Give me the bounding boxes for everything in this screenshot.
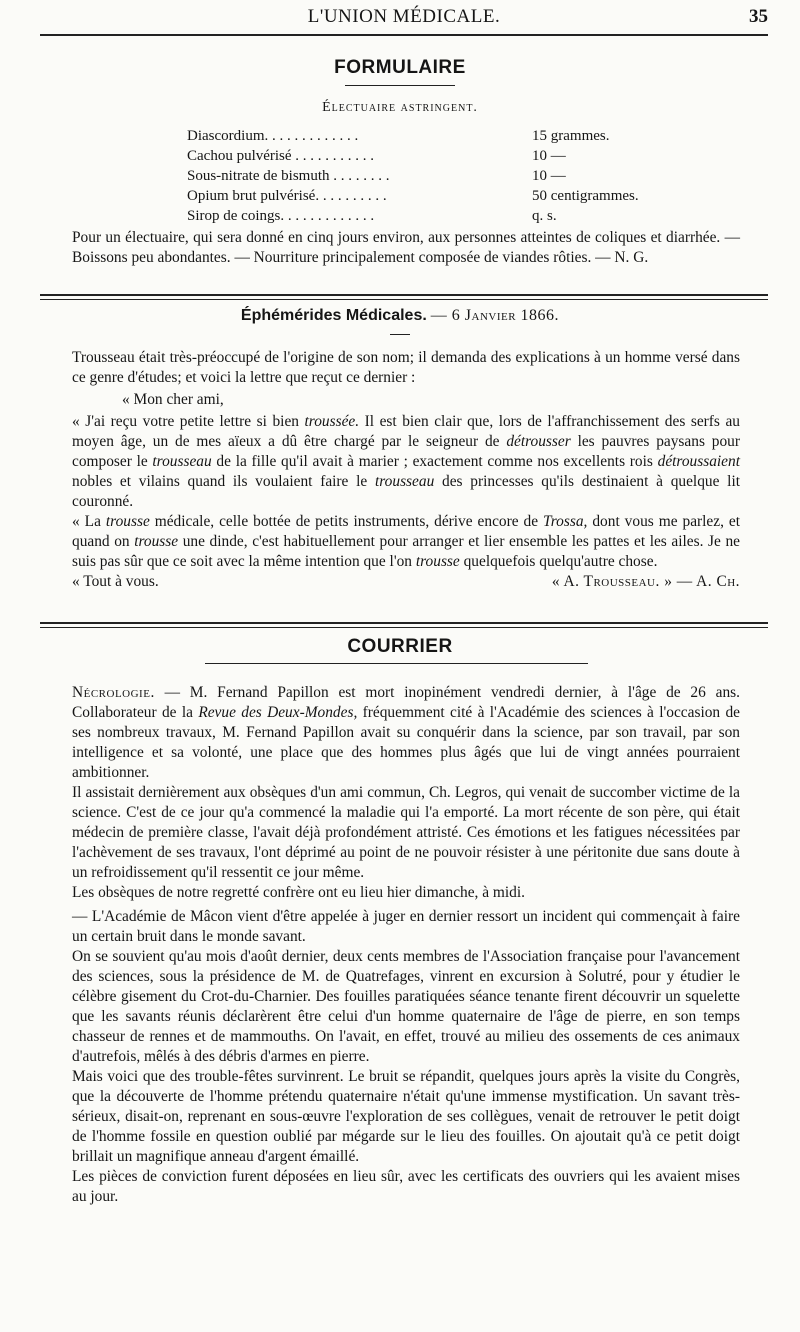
section-separator [40, 294, 768, 300]
text-run: fréquemment cité à l'Académie des sciences à l'occasion de ses nombreux travaux, M. Fernand Papillon avait su conquérir dans la science, par son travail, par son intelligence et sa volonté, une place que des hommes plus âgés que lui de vingt années pourraient ambitionner. [72, 704, 741, 781]
italic-word: trousse [134, 533, 179, 550]
ephemerides-heading [0, 307, 800, 325]
necrology-paragraph [72, 683, 740, 783]
ephemerides-body [72, 348, 740, 592]
ephemerides-intro: Trousseau était très-préoccupé de l'origine de son nom; il demanda des explications à un homme versé dans ce genre d'études; et voici la lettre que reçut ce dernier : [72, 349, 740, 386]
text-run: dont vous me parlez, et quand on [72, 513, 741, 550]
ingredient-row [187, 126, 707, 146]
ingredient-qty: 10 — [532, 168, 566, 184]
header-rule [40, 34, 768, 36]
paragraph: Mais voici que des trouble-fêtes survinrent. Le bruit se répandit, quelques jours après la visite du Congrès, que la découverte de l'homme prétendu quaternaire n'était qu'une immense mystification. Un savant très-sérieux, disait-on, reprenant en sous-œuvre l'exploration de ses collègues, venait de retrouver le petit doigt de l'homme fossile en question oublié par mégarde sur le lieu des fouilles. On ajoutait qu'à ce petit doigt brillait un magnifique anneau d'argent émaillé. [72, 1068, 740, 1165]
page-number: 35 [749, 6, 768, 27]
italic-word: trousseau [152, 453, 212, 470]
letter-paragraph [72, 412, 740, 512]
text-run: nobles et vilains quand ils voulaient faire le [72, 473, 375, 490]
closing-text: « Tout à vous. [72, 573, 159, 590]
italic-word: trousse [105, 513, 150, 530]
recipe-note [72, 228, 740, 268]
recipe-note-text: Pour un électuaire, qui sera donné en cinq jours environ, aux personnes atteintes de coliques et diarrhée. — Boissons peu abondantes. — Nourriture principalement composée de viandes rôties. — N. G. [72, 229, 740, 266]
paragraph: Les obsèques de notre regretté confrère ont eu lieu hier dimanche, à midi. [72, 884, 525, 901]
recipe-ingredients [187, 126, 707, 226]
title-rule [205, 663, 588, 664]
ingredient-row [187, 146, 707, 166]
ingredient-name: Cachou pulvérisé . . . . . . . . . . . [187, 148, 375, 164]
italic-word: détrousser [506, 433, 571, 450]
ingredient-name: Sirop de coings. . . . . . . . . . . . . [187, 208, 375, 224]
italic-word: troussée. [304, 413, 360, 430]
italic-word: Trossa, [543, 513, 588, 530]
italic-word: trousse [415, 553, 460, 570]
text-run: « J'ai reçu votre petite lettre si bien [72, 413, 305, 430]
ingredient-name: Sous-nitrate de bismuth . . . . . . . . [187, 168, 390, 184]
ingredient-qty: 50 centigrammes. [532, 188, 639, 204]
ephemerides-title: Éphémérides Médicales. [240, 307, 427, 324]
signature: « A. Trousseau. » — A. Ch. [551, 573, 740, 590]
courrier-body [72, 683, 740, 1207]
ephemerides-date: — 6 Janvier 1866. [430, 307, 560, 324]
ingredient-qty: 10 — [532, 148, 566, 164]
text-run: médicale, celle bottée de petits instruments, dérive encore de [149, 513, 544, 530]
courrier-title: COURRIER [347, 636, 453, 657]
recipe-subtitle: Électuaire astringent. [322, 100, 478, 115]
paragraph: — L'Académie de Mâcon vient d'être appelée à juger en dernier ressort un incident qui commençait à faire un certain bruit dans le monde savant. [72, 908, 740, 945]
dash-rule [390, 334, 410, 335]
ingredient-name: Diascordium. . . . . . . . . . . . . [187, 128, 359, 144]
text-run: une dinde, c'est habituellement pour arranger et lier ensemble les pattes et les ailes. Je ne suis pas sûr que ce soit avec la même intention que l'on [72, 533, 740, 570]
running-header [40, 4, 768, 30]
formulaire-title: FORMULAIRE [334, 57, 466, 78]
journal-title: L'UNION MÉDICALE. [307, 6, 501, 27]
italic-word: détroussaient [657, 453, 740, 470]
letter-paragraph [72, 512, 740, 572]
necrology-label: Nécrologie. [72, 684, 155, 701]
italic-word: Revue des Deux-Mondes, [198, 704, 358, 721]
text-run: Il est bien clair que, lors de l'affranchissement des serfs au moyen âge, un de mes aïeux a dû être chargé par le seigneur de [72, 413, 740, 450]
text-run: les pauvres paysans pour composer le [72, 433, 740, 470]
ingredient-name: Opium brut pulvérisé. . . . . . . . . . [187, 188, 387, 204]
letter-salutation: « Mon cher ami, [122, 391, 224, 408]
text-run: « La [72, 513, 106, 530]
ingredient-qty: q. s. [532, 208, 557, 224]
italic-word: trousseau [374, 473, 435, 490]
text-run: de la fille qu'il avait à marier ; exactement comme nos excellents rois [211, 453, 658, 470]
letter-closing [72, 572, 740, 592]
text-run: — M. Fernand Papillon est mort inopinément vendredi dernier, à l'âge de 26 ans. Collaborateur de la [72, 684, 740, 721]
title-rule [345, 85, 455, 86]
ingredient-row [187, 186, 707, 206]
paragraph: On se souvient qu'au mois d'août dernier, deux cents membres de l'Association française pour l'avancement des sciences, sous la présidence de M. de Quatrefages, vinrent en excursion à Solutré, pour y étudier le célèbre gisement du Crot-du-Charnier. Des fouilles paratiquées séance tenante firent découvrir un squelette que les savants réunis déclarèrent être celui d'un homme quaternaire de l'âge de pierre, en son temps chasseur de rennes et de mammouths. On l'avait, en effet, trouvé au milieu des ossements de ces animaux d'autrefois, mêlés à des débris d'armes en pierre. [72, 948, 740, 1065]
paragraph: Il assistait dernièrement aux obsèques d'un ami commun, Ch. Legros, qui venait de succomber victime de la science. C'est de ce jour qu'a commencé la maladie qui l'a emporté. La mort récente de son père, qui était médecin de première classe, l'avait déjà profondément attristé. Ces émotions et les fatigues nécessitées par l'achèvement de ses travaux, l'ont déprimé au point de ne pouvoir résister à une péritonite due sans doute à un refroidissement qu'il ressentit ce jour même. [72, 784, 740, 881]
ingredient-row [187, 166, 707, 186]
ingredient-qty: 15 grammes. [532, 128, 610, 144]
text-run: quelquefois quelqu'autre chose. [459, 553, 658, 570]
section-separator [40, 622, 768, 628]
paragraph: Les pièces de conviction furent déposées en lieu sûr, avec les certificats des ouvriers qui les avaient mises au jour. [72, 1168, 740, 1205]
text-run: des princesses qu'ils destinaient à quelque lit couronné. [72, 473, 740, 510]
ingredient-row [187, 206, 707, 226]
